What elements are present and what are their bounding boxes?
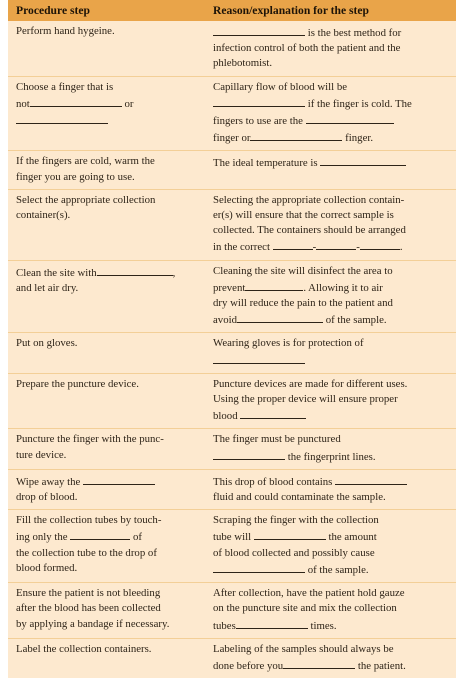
- step-cell: [8, 21, 205, 76]
- reason-cell: [205, 260, 456, 333]
- reason-text: of the sample.: [305, 563, 369, 576]
- fill-in-blank[interactable]: [320, 154, 406, 166]
- step-text: Fill the collection tubes by touch-: [16, 514, 162, 527]
- step-cell: [8, 429, 205, 469]
- step-text: Put on gloves.: [16, 337, 78, 350]
- table-row: [8, 76, 456, 151]
- step-text: Ensure the patient is not bleeding: [16, 587, 161, 600]
- step-cell: [8, 260, 205, 333]
- reason-text: fluid and could contaminate the sample.: [213, 491, 386, 504]
- step-text: finger you are going to use.: [16, 170, 135, 183]
- fill-in-blank[interactable]: [30, 95, 122, 107]
- step-text: Wipe away the: [16, 475, 84, 488]
- step-cell: [8, 510, 205, 583]
- reason-cell: [205, 76, 456, 151]
- step-text: Perform hand hygeine.: [16, 25, 115, 37]
- step-text: drop of blood.: [16, 491, 78, 504]
- reason-text: . Allowing it to air: [303, 281, 383, 294]
- table-row: [8, 638, 456, 678]
- reason-text: -: [356, 241, 360, 254]
- step-text: Select the appropriate collection: [16, 193, 156, 206]
- fill-in-blank[interactable]: [360, 238, 400, 250]
- step-text: Prepare the puncture device.: [16, 377, 139, 390]
- reason-text: done before you: [213, 659, 284, 672]
- reason-text: the fingerprint lines.: [285, 450, 376, 463]
- reason-text: tubes: [213, 619, 236, 632]
- fill-in-blank[interactable]: [335, 473, 407, 485]
- reason-cell: [205, 151, 456, 189]
- reason-text: finger.: [342, 132, 374, 145]
- fill-in-blank[interactable]: [245, 279, 303, 291]
- table-row: [8, 510, 456, 583]
- reason-text: This drop of blood contains: [213, 475, 336, 488]
- table-row: [8, 151, 456, 189]
- reason-text: Using the proper device will ensure proper: [213, 393, 398, 406]
- step-cell: [8, 333, 205, 373]
- reason-text: phlebotomist.: [213, 57, 273, 70]
- fill-in-blank[interactable]: [236, 617, 308, 629]
- reason-text: Cleaning the site will disinfect the area to: [213, 264, 393, 277]
- step-text: ,: [172, 266, 176, 279]
- fill-in-blank[interactable]: [70, 528, 130, 540]
- reason-text: the patient.: [355, 659, 406, 672]
- reason-cell: [205, 21, 456, 76]
- fill-in-blank[interactable]: [83, 473, 155, 485]
- table-row: [8, 373, 456, 429]
- reason-text: -: [312, 241, 317, 254]
- reason-text: if the finger is cold. The: [305, 97, 412, 110]
- reason-cell: [205, 189, 456, 260]
- step-text: after the blood has been collected: [16, 602, 161, 615]
- fill-in-blank[interactable]: [213, 95, 305, 107]
- procedure-table: [8, 0, 456, 678]
- step-cell: [8, 76, 205, 151]
- step-cell: [8, 189, 205, 260]
- table-row: [8, 429, 456, 469]
- table-row: [8, 189, 456, 260]
- step-text: the collection tube to the drop of: [16, 546, 157, 559]
- fill-in-blank[interactable]: [213, 448, 285, 460]
- table-row: [8, 260, 456, 333]
- reason-cell: [205, 373, 456, 429]
- reason-text: blood: [213, 410, 241, 423]
- step-text: Choose a finger that is: [16, 80, 114, 93]
- step-text: ture device.: [16, 448, 67, 461]
- step-text: or: [121, 97, 134, 110]
- fill-in-blank[interactable]: [213, 352, 305, 364]
- reason-text: finger or: [213, 132, 251, 145]
- reason-cell: [205, 333, 456, 373]
- reason-text: The ideal temperature is: [213, 157, 321, 170]
- reason-text: Labeling of the samples should always be: [213, 642, 394, 655]
- fill-in-blank[interactable]: [273, 238, 313, 250]
- reason-text: avoid: [213, 314, 237, 327]
- table-row: [8, 333, 456, 373]
- fill-in-blank[interactable]: [213, 24, 305, 36]
- step-text: ing only the: [16, 531, 71, 544]
- fill-in-blank[interactable]: [306, 112, 394, 124]
- step-cell: [8, 469, 205, 509]
- reason-text: After collection, have the patient hold gauze: [213, 587, 405, 600]
- reason-text: fingers to use are the: [213, 115, 306, 128]
- step-cell: [8, 583, 205, 639]
- reason-text: Scraping the finger with the collection: [213, 514, 379, 527]
- reason-text: the amount: [325, 531, 377, 544]
- reason-text: dry will reduce the pain to the patient and: [213, 297, 393, 310]
- reason-text: prevent: [213, 281, 246, 294]
- fill-in-blank[interactable]: [250, 129, 342, 141]
- step-text: blood formed.: [16, 561, 78, 574]
- step-text: If the fingers are cold, warm the: [16, 155, 155, 168]
- reason-text: Puncture devices are made for different uses.: [213, 377, 408, 390]
- header-reason: Reason/explanation for the step: [205, 0, 456, 21]
- step-text: container(s).: [16, 209, 71, 222]
- table-row: [8, 469, 456, 509]
- reason-cell: [205, 510, 456, 583]
- step-text: and let air dry.: [16, 281, 79, 294]
- step-cell: [8, 638, 205, 678]
- reason-text: on the puncture site and mix the collection: [213, 602, 397, 615]
- reason-text: .: [399, 241, 403, 254]
- fill-in-blank[interactable]: [213, 561, 305, 573]
- step-text: Label the collection containers.: [16, 642, 152, 655]
- step-text: of: [130, 531, 142, 544]
- reason-text: tube will: [213, 531, 254, 544]
- reason-cell: [205, 638, 456, 678]
- table-header-row: [8, 0, 456, 21]
- reason-cell: [205, 583, 456, 639]
- reason-text: er(s) will ensure that the correct sample is: [213, 209, 394, 222]
- fill-in-blank[interactable]: [16, 112, 108, 124]
- step-text: by applying a bandage if necessary.: [16, 617, 170, 630]
- reason-text: in the correct: [213, 241, 273, 254]
- reason-text: times.: [307, 619, 337, 632]
- reason-text: Selecting the appropriate collection contain-: [213, 193, 405, 206]
- fill-in-blank[interactable]: [254, 528, 326, 540]
- reason-cell: [205, 469, 456, 509]
- step-text: Puncture the finger with the punc-: [16, 433, 164, 446]
- fill-in-blank[interactable]: [316, 238, 356, 250]
- reason-text: is the best method for: [305, 27, 402, 39]
- reason-text: collected. The containers should be arranged: [213, 224, 406, 237]
- fill-in-blank[interactable]: [237, 311, 323, 323]
- reason-text: of the sample.: [323, 314, 387, 327]
- step-cell: [8, 373, 205, 429]
- table-row: [8, 583, 456, 639]
- reason-text: Capillary flow of blood will be: [213, 80, 348, 93]
- reason-text: The finger must be punctured: [213, 433, 341, 446]
- reason-text: infection control of both the patient and the: [213, 42, 401, 55]
- reason-cell: [205, 429, 456, 469]
- fill-in-blank[interactable]: [283, 657, 355, 669]
- fill-in-blank[interactable]: [97, 264, 173, 276]
- step-text: Clean the site with: [16, 266, 97, 279]
- reason-text: of blood collected and possibly cause: [213, 546, 375, 559]
- table-row: [8, 21, 456, 76]
- step-text: not: [16, 97, 30, 110]
- step-cell: [8, 151, 205, 189]
- reason-text: Wearing gloves is for protection of: [213, 337, 364, 350]
- header-procedure-step: Procedure step: [8, 0, 205, 21]
- fill-in-blank[interactable]: [240, 407, 306, 419]
